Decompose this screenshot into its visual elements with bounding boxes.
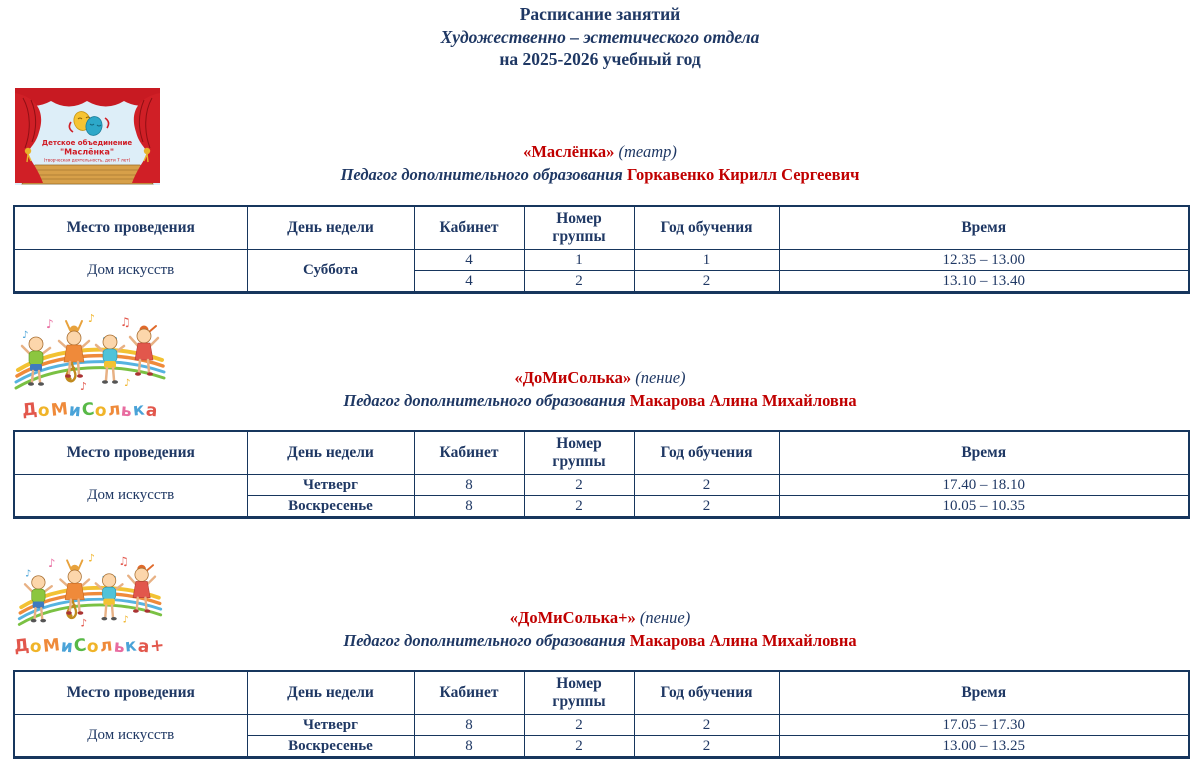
col-header-venue: Место проведения <box>14 206 247 250</box>
time-cell: 13.10 – 13.40 <box>779 271 1189 293</box>
logo-caption-2: "Маслёнка" <box>59 147 115 157</box>
year-cell: 2 <box>634 496 779 518</box>
svg-text:♪: ♪ <box>22 330 29 341</box>
group-cell: 1 <box>524 250 634 271</box>
section-heading-domisolka <box>0 366 1200 412</box>
teacher-name: Горкавенко Кирилл Сергеевич <box>626 165 860 184</box>
time-cell: 13.00 – 13.25 <box>779 736 1189 758</box>
cabinet-cell: 8 <box>414 715 524 736</box>
cabinet-cell: 8 <box>414 736 524 758</box>
table-row <box>14 475 1189 496</box>
svg-text:♪: ♪ <box>46 317 54 331</box>
svg-text:♫: ♫ <box>120 315 131 329</box>
domisolka-logo-word: ДоМиСолька <box>20 399 159 422</box>
col-header-cabinet: Кабинет <box>414 206 524 250</box>
col-header-group: Номер группы <box>524 671 634 715</box>
section-heading-maslenka <box>0 140 1200 186</box>
time-cell: 17.05 – 17.30 <box>779 715 1189 736</box>
svg-text:♫: ♫ <box>118 554 129 569</box>
col-header-time: Время <box>779 431 1189 475</box>
time-cell: 10.05 – 10.35 <box>779 496 1189 518</box>
cabinet-cell: 8 <box>414 496 524 518</box>
schedule-table-maslenka <box>13 205 1190 294</box>
col-header-year: Год обучения <box>634 206 779 250</box>
col-header-cabinet: Кабинет <box>414 431 524 475</box>
group-type: (пение) <box>635 368 686 387</box>
cabinet-cell: 4 <box>414 250 524 271</box>
day-cell: Четверг <box>247 715 414 736</box>
group-name: «Маслёнка» <box>523 142 615 161</box>
group-name: «ДоМиСолька+» <box>509 608 636 627</box>
group-cell: 2 <box>524 271 634 293</box>
col-header-group: Номер группы <box>524 206 634 250</box>
header-row <box>14 206 1189 250</box>
col-header-cabinet: Кабинет <box>414 671 524 715</box>
group-cell: 2 <box>524 496 634 518</box>
col-header-day: День недели <box>247 431 414 475</box>
svg-text:♪: ♪ <box>88 312 96 325</box>
svg-text:♪: ♪ <box>80 380 88 393</box>
col-header-year: Год обучения <box>634 671 779 715</box>
header-row <box>14 431 1189 475</box>
table-row <box>14 715 1189 736</box>
teacher-label: Педагог дополнительного образования <box>343 631 626 650</box>
col-header-group: Номер группы <box>524 431 634 475</box>
teacher-name: Макарова Алина Михайловна <box>629 631 857 650</box>
page-year: на 2025-2026 учебный год <box>499 49 701 69</box>
group-cell: 2 <box>524 736 634 758</box>
cabinet-cell: 8 <box>414 475 524 496</box>
teacher-label: Педагог дополнительного образования <box>343 391 626 410</box>
col-header-venue: Место проведения <box>14 671 247 715</box>
page-subtitle: Художественно – эстетического отдела <box>440 26 760 47</box>
teacher-label: Педагог дополнительного образования <box>340 165 623 184</box>
group-name: «ДоМиСолька» <box>514 368 632 387</box>
header-row <box>14 671 1189 715</box>
time-cell: 17.40 – 18.10 <box>779 475 1189 496</box>
day-cell: Суббота <box>247 250 414 293</box>
year-cell: 2 <box>634 271 779 293</box>
group-type: (пение) <box>639 608 691 627</box>
schedule-table-domisolka-plus <box>13 670 1190 759</box>
section-heading-domisolka-plus <box>0 606 1200 652</box>
venue-cell: Дом искусств <box>14 250 247 293</box>
svg-text:♪: ♪ <box>47 556 56 571</box>
day-cell: Воскресенье <box>247 496 414 518</box>
col-header-day: День недели <box>247 671 414 715</box>
day-cell: Четверг <box>247 475 414 496</box>
logo-caption-3: (творческая деятельность, дети 7 лет) <box>43 157 131 163</box>
time-cell: 12.35 – 13.00 <box>779 250 1189 271</box>
svg-text:♪: ♪ <box>88 552 95 565</box>
domisolka-plus-logo-word: ДоМиСолька+ <box>13 635 167 658</box>
group-type: (театр) <box>618 142 677 161</box>
page-title-block <box>0 3 1200 71</box>
logo-caption-1: Детское объединение <box>41 139 133 147</box>
cabinet-cell: 4 <box>414 271 524 293</box>
col-header-venue: Место проведения <box>14 431 247 475</box>
col-header-year: Год обучения <box>634 431 779 475</box>
table-row <box>14 250 1189 271</box>
group-cell: 2 <box>524 475 634 496</box>
venue-cell: Дом искусств <box>14 475 247 518</box>
year-cell: 2 <box>634 715 779 736</box>
svg-text:♪: ♪ <box>124 378 131 389</box>
year-cell: 2 <box>634 736 779 758</box>
col-header-time: Время <box>779 206 1189 250</box>
svg-text:♪: ♪ <box>25 568 32 580</box>
svg-text:♪: ♪ <box>122 614 129 626</box>
col-header-time: Время <box>779 671 1189 715</box>
day-cell: Воскресенье <box>247 736 414 758</box>
venue-cell: Дом искусств <box>14 715 247 758</box>
svg-text:♪: ♪ <box>80 617 88 630</box>
col-header-day: День недели <box>247 206 414 250</box>
schedule-table-domisolka <box>13 430 1190 519</box>
group-cell: 2 <box>524 715 634 736</box>
year-cell: 1 <box>634 250 779 271</box>
teacher-name: Макарова Алина Михайловна <box>629 391 857 410</box>
year-cell: 2 <box>634 475 779 496</box>
page-title: Расписание занятий <box>519 4 681 24</box>
